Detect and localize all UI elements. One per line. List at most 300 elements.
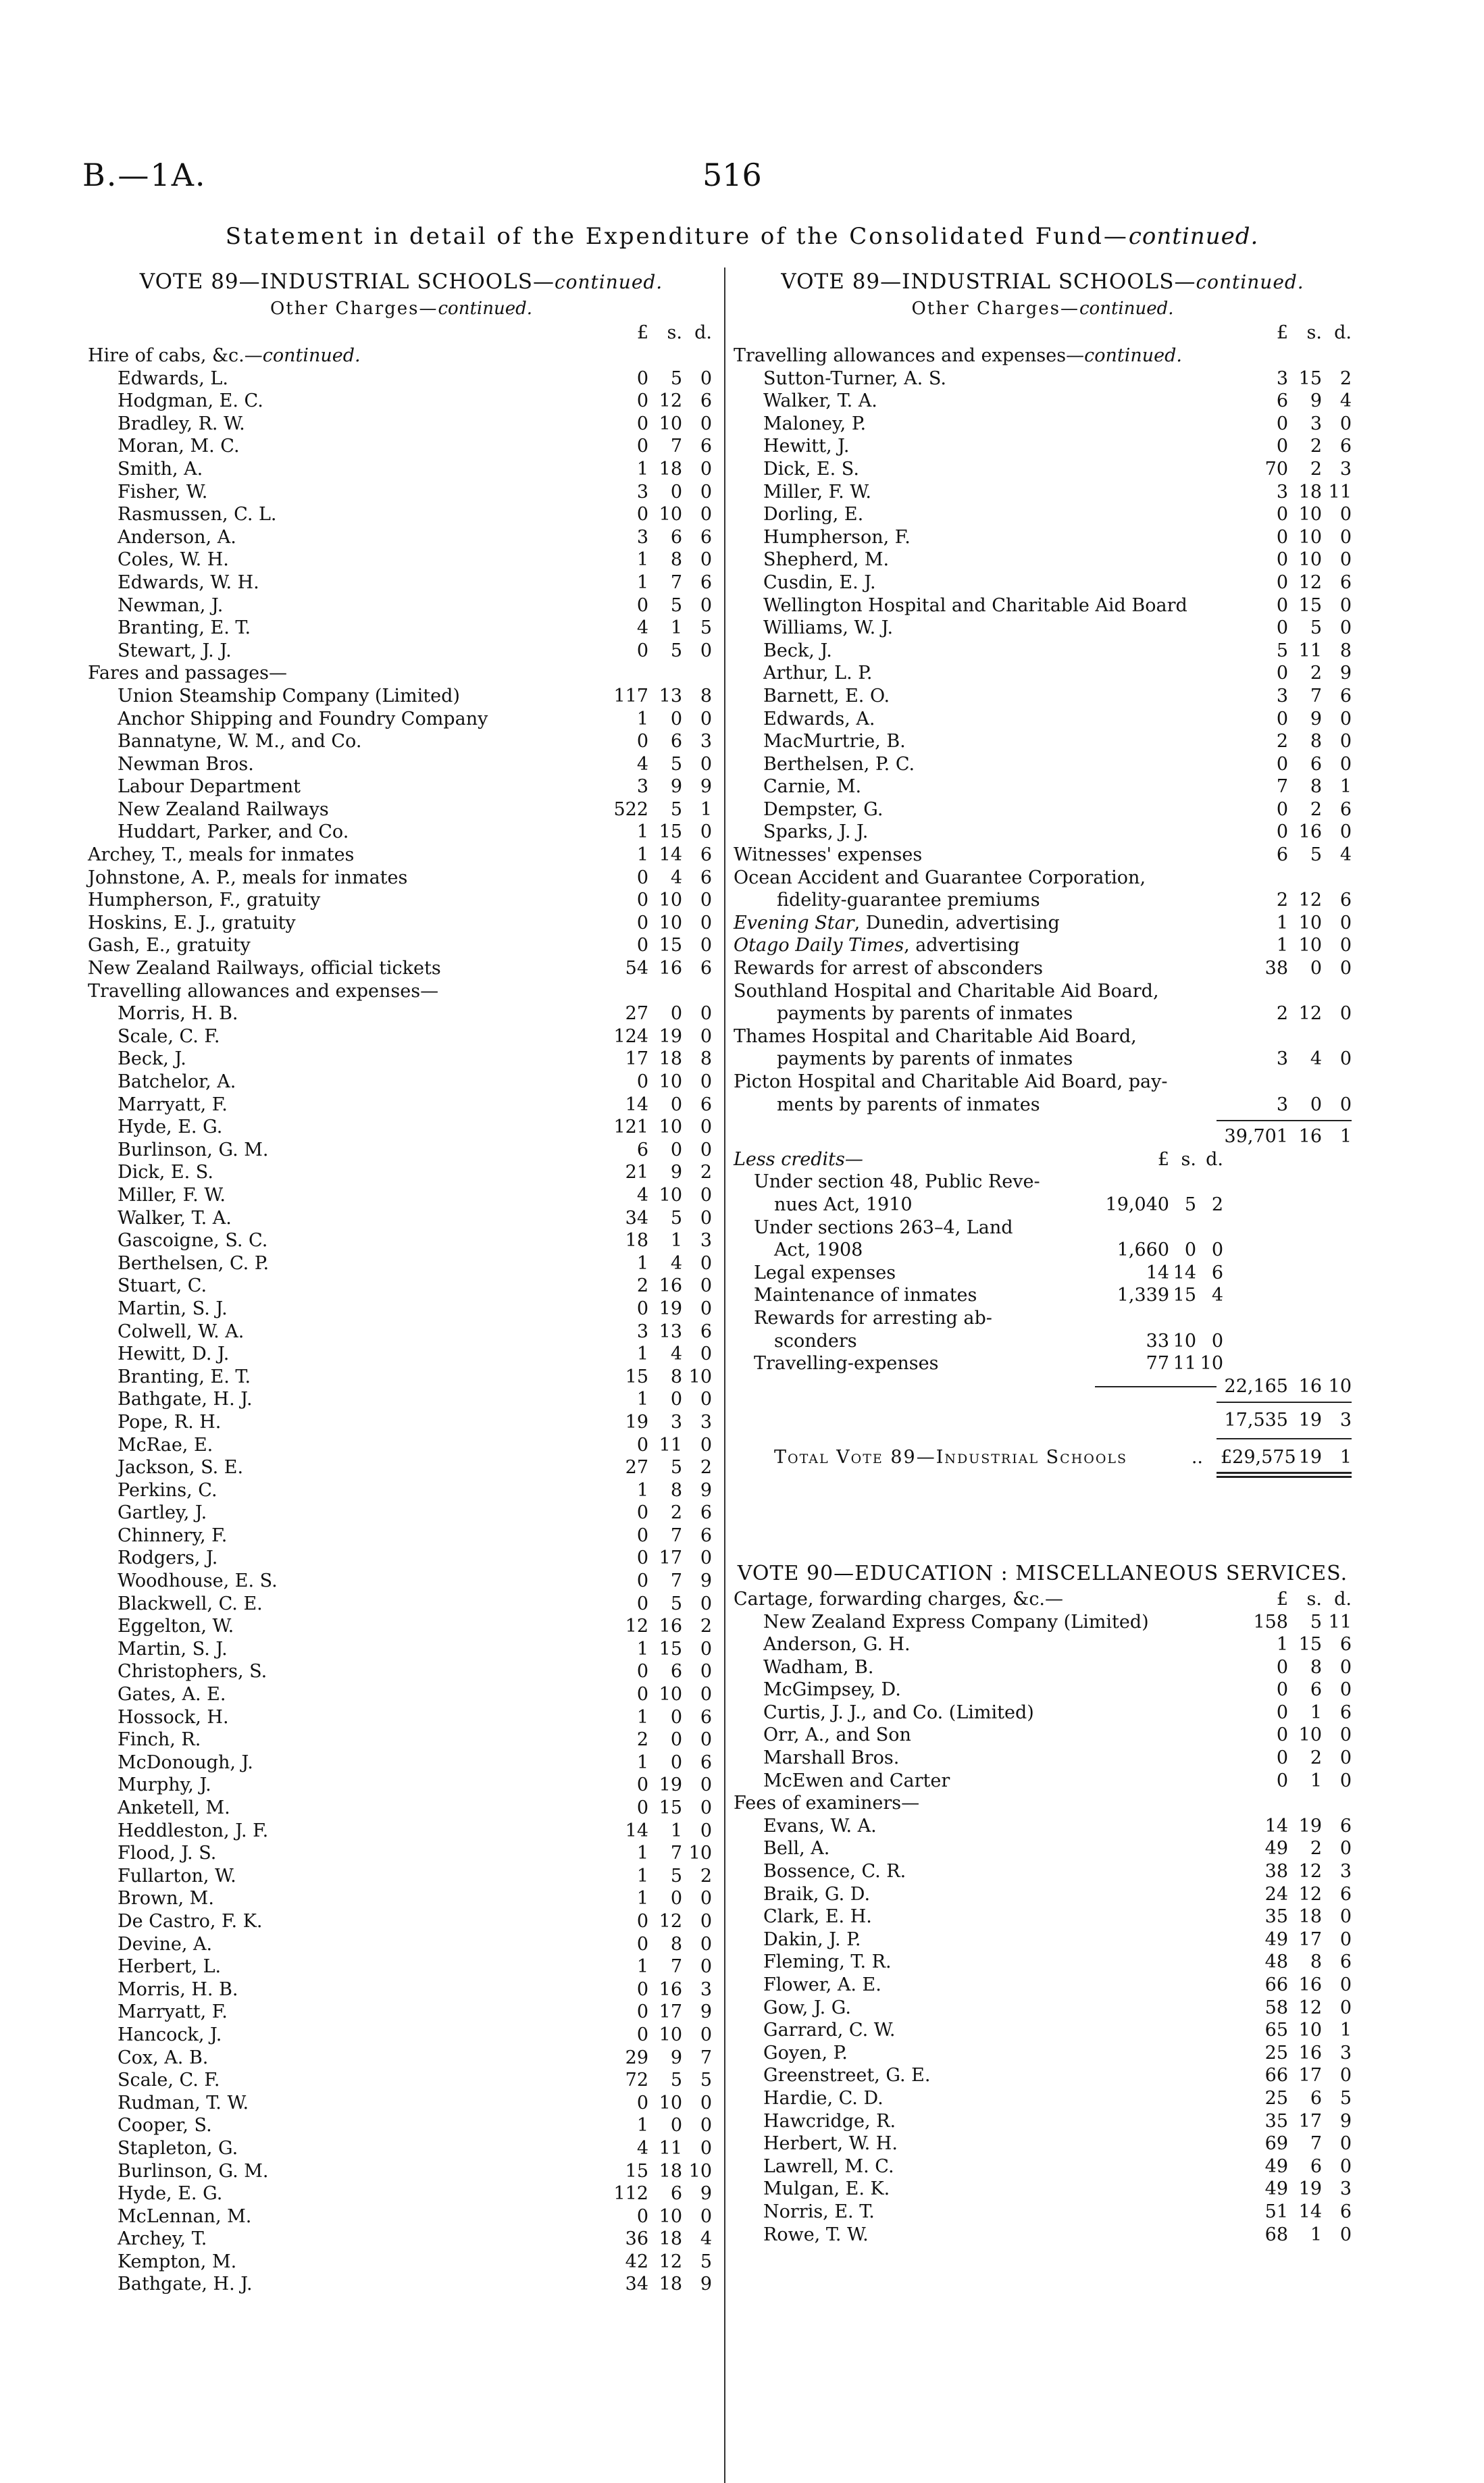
entry-label: Hire of cabs, &c.—continued. [88,345,361,366]
entry-pounds: 0 [636,1502,648,1524]
entry-pounds: 36 [625,2228,648,2250]
entry-pounds: 0 [636,1910,648,1932]
entry-pounds: 0 [636,1593,648,1614]
credit-pounds: 1,660 [1117,1239,1169,1261]
entry-row [88,1161,715,1184]
entry-pence: 0 [700,1434,712,1456]
entry-shillings: 18 [1298,1906,1322,1928]
entry-pence: 0 [1339,1906,1352,1928]
title-main: Statement in detail of the Expenditure of the Consolidated Fund— [225,223,1129,250]
entry-shillings: 15 [659,1797,682,1818]
entry-pence: 0 [1339,1003,1352,1025]
entry-pounds: 0 [636,640,648,661]
entry-shillings: 18 [659,2274,682,2295]
entry-row [88,413,715,436]
entry-pence: 0 [700,1684,712,1706]
entry-row [88,458,715,481]
entry-shillings: 17 [1298,1928,1322,1950]
entry-pounds: 38 [1264,958,1288,979]
credits-total-pounds: 22,165 [1224,1375,1288,1397]
entry-row [88,662,715,685]
entry-pounds: 4 [636,2137,648,2159]
entry-pence: 2 [700,1162,712,1183]
entry-shillings: 2 [1310,436,1322,457]
entry-pence: 0 [1339,594,1352,616]
entry-label: Bradley, R. W. [118,413,245,434]
entry-row [734,1951,1352,1974]
entry-shillings: 10 [659,413,682,434]
entry-label: Hewitt, D. J. [118,1343,230,1365]
entry-shillings: 6 [670,2183,682,2205]
entry-label: Heddleston, J. F. [118,1820,269,1841]
entry-row [88,934,715,957]
entry-row [734,526,1352,549]
entry-label: New Zealand Express Company (Limited) [763,1611,1149,1633]
entry-shillings: 15 [1298,594,1322,616]
entry-pounds: 49 [1264,1928,1288,1950]
entry-shillings: 1 [670,1820,682,1841]
entry-label: Lawrell, M. C. [763,2155,894,2177]
entry-row [88,1820,715,1843]
entry-row [734,2019,1352,2042]
entry-label: Miller, F. W. [763,481,871,503]
entry-pence: 6 [700,436,712,457]
entry-label: Barnett, E. O. [763,685,890,707]
entry-label: Stapleton, G. [118,2137,238,2159]
entry-row [88,1229,715,1252]
entry-label: Archey, T., meals for inmates [88,844,355,866]
entry-label: Smith, A. [118,458,203,480]
entry-shillings: 0 [670,1094,682,1115]
entry-shillings: 15 [659,1638,682,1660]
entry-pence: 3 [1339,2178,1352,2200]
entry-row [88,1411,715,1434]
entry-shillings: 15 [1298,1634,1322,1656]
entry-pounds: 0 [636,935,648,956]
entry-pence: 0 [1339,708,1352,729]
entry-row [88,1955,715,1978]
entry-shillings: 3 [670,1411,682,1433]
entry-pence: 6 [700,958,712,979]
entry-row [88,867,715,890]
entry-shillings: 5 [670,1865,682,1887]
entry-row [88,367,715,390]
entry-row [734,821,1352,844]
subheading-continued: continued. [438,299,533,319]
entry-shillings: 19 [659,1298,682,1319]
entry-pence: 0 [1339,1770,1352,1791]
entry-label: Williams, W. J. [763,617,894,639]
entry-shillings: 6 [670,526,682,548]
pence-header: d. [694,322,712,343]
entry-pounds: 0 [636,1547,648,1569]
entry-row [88,1139,715,1162]
vote-title: VOTE 89—INDUSTRIAL SCHOOLS— [781,270,1196,294]
entry-row [734,640,1352,663]
entry-pounds: 3 [636,526,648,548]
entry-shillings: 6 [1310,753,1322,775]
entry-pence: 6 [700,1502,712,1524]
entry-label: Travelling allowances and expenses—continued. [734,345,1182,366]
entry-pence: 9 [700,776,712,798]
entry-shillings: 7 [1310,2133,1322,2155]
entry-pence: 0 [1339,1679,1352,1701]
entry-pence: 0 [700,1593,712,1614]
entry-shillings: 5 [670,1593,682,1614]
net-shillings: 19 [1298,1410,1322,1431]
entry-label: payments by parents of inmates [777,1003,1073,1025]
entry-label: Garrard, C. W. [763,2020,896,2041]
entry-label: Evans, W. A. [763,1815,877,1837]
entry-pounds: 0 [1276,663,1288,684]
entry-row [734,1588,1352,1611]
entry-pounds: 0 [1276,413,1288,434]
entry-label: Picton Hospital and Charitable Aid Board, pay- [734,1071,1168,1092]
entry-pence: 6 [1339,890,1352,911]
credits-shillings-header: s. [1181,1148,1196,1170]
credit-label: Maintenance of inmates [754,1285,977,1306]
entry-shillings: 15 [659,821,682,843]
entry-pounds: 1 [636,1638,648,1660]
entry-label: Fares and passages— [88,663,287,684]
entry-label: Finch, R. [118,1729,201,1751]
entry-label: Miller, F. W. [118,1184,226,1206]
entry-label: Kempton, M. [118,2251,237,2272]
double-rule-bottom [1217,1476,1352,1478]
entry-row [88,1525,715,1547]
entry-row [734,1048,1352,1071]
entry-pence: 3 [700,1978,712,2000]
total-rule-row [734,1434,1352,1446]
entry-pence: 11 [1328,1611,1352,1633]
entry-pounds: 2 [636,1729,648,1751]
entry-pence: 1 [700,798,712,820]
entry-pence: 0 [700,1207,712,1229]
entry-pence: 0 [700,367,712,389]
entry-label: Carnie, M. [763,776,862,798]
entry-pence: 0 [700,1933,712,1955]
entry-label: ments by parents of inmates [777,1094,1040,1115]
entry-pounds: 0 [1276,753,1288,775]
entry-label: Marshall Bros. [763,1747,900,1769]
entry-label: Edwards, L. [118,367,228,389]
entry-row [734,481,1352,504]
entry-label: Stewart, J. J. [118,640,232,661]
entry-pounds: 14 [625,1094,648,1115]
entry-pence: 0 [1339,753,1352,775]
entry-pence: 0 [1339,2065,1352,2087]
entry-row [88,503,715,526]
entry-pence: 6 [1339,1815,1352,1837]
entry-row [88,2205,715,2228]
entry-pounds: 19 [625,1411,648,1433]
entry-label: Humpherson, F. [763,526,911,548]
entry-row [88,1275,715,1298]
entry-label: Union Steamship Company (Limited) [118,685,460,707]
entry-label: Dakin, J. P. [763,1928,861,1950]
entry-pounds: 0 [636,390,648,412]
entry-pence: 6 [700,867,712,888]
credits-total-pence: 10 [1328,1375,1352,1397]
entry-row [734,867,1352,890]
entry-row [734,1905,1352,1928]
entry-pence: 11 [1328,481,1352,503]
entry-row [88,1797,715,1820]
entry-shillings: 5 [670,594,682,616]
entry-row [734,367,1352,390]
entry-label: Bossence, C. R. [763,1861,906,1883]
entry-label: Gow, J. G. [763,1997,851,2018]
entry-label: Rasmussen, C. L. [118,504,277,526]
entry-label: New Zealand Railways [118,798,329,820]
entry-row [88,1706,715,1729]
entry-row [88,1638,715,1661]
entry-pounds: 0 [636,1298,648,1319]
entry-row [734,2132,1352,2155]
credit-label: sconders [774,1330,857,1352]
entry-pence: 6 [1339,436,1352,457]
entry-shillings: 9 [670,1162,682,1183]
entry-row [88,1751,715,1774]
entry-pounds: 112 [613,2183,648,2205]
entry-row [88,889,715,912]
entry-shillings: 2 [1310,663,1322,684]
entry-pence: 9 [1339,2110,1352,2132]
credit-row [734,1307,1352,1330]
entry-pence: 6 [700,1525,712,1546]
entry-shillings: 12 [659,1910,682,1932]
entry-pence: 0 [700,1343,712,1365]
entry-label: Hawcridge, R. [763,2110,896,2132]
entry-row [734,1974,1352,1997]
entry-pence: 0 [700,821,712,843]
statement-title [0,223,1484,250]
entry-pounds: 1 [636,1252,648,1274]
entry-label: Beck, J. [763,640,832,661]
entry-pounds: 0 [1276,526,1288,548]
entry-row [88,2001,715,2024]
entry-label: Anderson, A. [118,526,236,548]
entry-shillings: 18 [1298,481,1322,503]
entry-row [734,2155,1352,2178]
entry-pence: 5 [700,2251,712,2272]
entry-label: Norris, E. T. [763,2201,875,2222]
entry-pence: 0 [700,504,712,526]
entry-pounds: 1 [1276,912,1288,933]
entry-label: Branting, E. T. [118,1366,251,1387]
entry-row [734,617,1352,640]
shillings-header: s. [667,322,682,343]
entry-pounds: 14 [1264,1815,1288,1837]
entry-pounds: 0 [636,594,648,616]
entry-pounds: 1 [636,1389,648,1410]
entry-label: Maloney, P. [763,413,867,434]
entry-row [88,1729,715,1751]
entry-pounds: 17 [625,1048,648,1070]
entry-row [88,344,715,367]
entry-row [88,1502,715,1525]
entry-shillings: 17 [659,1547,682,1569]
entry-pounds: 1 [636,571,648,593]
entry-row [734,1792,1352,1815]
entry-label: Eggelton, W. [118,1616,234,1637]
entry-shillings: 2 [670,1502,682,1524]
entry-pounds: 2 [1276,1003,1288,1025]
entry-row [88,617,715,640]
entry-row [734,458,1352,481]
entry-row [734,1724,1352,1747]
entry-label: Martin, S. J. [118,1298,228,1319]
entry-pence: 0 [1339,526,1352,548]
entry-shillings: 5 [670,1207,682,1229]
entry-label: Brown, M. [118,1888,214,1910]
entry-label: Burlinson, G. M. [118,1139,269,1160]
entry-pounds: 6 [636,1139,648,1160]
credit-row [734,1194,1352,1217]
entry-shillings: 5 [1310,617,1322,639]
entry-label: Otago Daily Times, advertising [734,935,1020,956]
entry-shillings: 8 [1310,1656,1322,1678]
credit-row [734,1330,1352,1353]
entry-pence: 0 [1339,1656,1352,1678]
entry-shillings: 16 [659,1616,682,1637]
entry-pence: 0 [700,481,712,503]
credit-row [734,1239,1352,1262]
entry-pence: 9 [700,2274,712,2295]
net-pence: 3 [1339,1410,1352,1431]
entry-shillings: 12 [1298,1997,1322,2018]
entry-pounds: 0 [1276,1656,1288,1678]
entry-shillings: 2 [1310,1838,1322,1860]
entry-pounds: 1 [636,1706,648,1728]
entry-pounds: 0 [1276,504,1288,526]
entry-pounds: 0 [1276,436,1288,457]
entry-shillings: 7 [670,1956,682,1978]
credits-pence-header: d. [1206,1148,1223,1170]
entry-pence: 0 [1339,1724,1352,1746]
entry-pence: 0 [700,2024,712,2045]
entry-shillings: 7 [670,436,682,457]
entry-row [88,685,715,708]
entry-shillings: 2 [1310,1747,1322,1769]
other-charges-subheading [88,296,715,322]
entry-row [88,1479,715,1502]
entry-shillings: 9 [1310,708,1322,729]
entry-pence: 0 [700,413,712,434]
entry-row [734,1747,1352,1770]
entry-shillings: 6 [1310,2087,1322,2109]
credit-pence: 4 [1211,1285,1223,1306]
vote-90-entries [734,1588,1352,2246]
entry-shillings: 16 [659,958,682,979]
entry-pounds: 69 [1264,2133,1288,2155]
credit-label: Act, 1908 [774,1239,863,1261]
entry-label: Dick, E. S. [763,458,859,480]
entry-pounds: 0 [1276,594,1288,616]
entry-row [734,1997,1352,2020]
entry-shillings: 12 [659,390,682,412]
entry-pence: 3 [1339,458,1352,480]
entry-pence: d. [1334,1588,1352,1610]
right-entries [734,344,1352,1116]
entry-row [734,1770,1352,1793]
entry-shillings: 12 [1298,1003,1322,1025]
entry-pounds: 0 [636,912,648,933]
entry-pounds: 24 [1264,1883,1288,1905]
entry-row [88,1116,715,1139]
entry-row [734,1094,1352,1117]
entry-label: Bannatyne, W. M., and Co. [118,731,362,752]
entry-pence: 6 [700,1094,712,1115]
entry-shillings: 17 [659,2001,682,2023]
entry-shillings: 18 [659,1048,682,1070]
entry-shillings: 10 [1298,912,1322,933]
entry-label: Labour Department [118,776,301,798]
entry-label: Clark, E. H. [763,1906,872,1928]
entry-label: Morris, H. B. [118,1978,238,2000]
entry-label: Walker, T. A. [118,1207,232,1229]
entry-row [734,753,1352,776]
entry-pounds: 4 [636,617,648,639]
entry-pounds: 35 [1264,2110,1288,2132]
entry-label: Huddart, Parker, and Co. [118,821,349,843]
entry-pounds: 1 [636,1343,648,1365]
entry-pence: 9 [700,2183,712,2205]
credit-label: Travelling-expenses [754,1353,939,1375]
entry-pence: 6 [1339,1634,1352,1656]
entry-pence: 10 [688,2160,712,2182]
entry-label: Anketell, M. [118,1797,230,1818]
entry-label: Thames Hospital and Charitable Aid Board, [734,1025,1137,1047]
entry-pence: 0 [1339,2155,1352,2177]
entry-label: Southland Hospital and Charitable Aid Board, [734,980,1159,1002]
entry-pence: 9 [700,2001,712,2023]
credit-label: Legal expenses [754,1262,896,1283]
entry-pence: 0 [700,1003,712,1025]
entry-shillings: 4 [670,1252,682,1274]
entry-row [734,2201,1352,2224]
credit-label: Rewards for arresting ab- [754,1307,992,1329]
entry-row [88,435,715,458]
entry-row [88,708,715,731]
entry-pence: 4 [1339,844,1352,866]
entry-pence: 0 [700,1139,712,1160]
entry-pounds: 38 [1264,1861,1288,1883]
entry-shillings: 15 [1298,367,1322,389]
entry-shillings: 17 [1298,2110,1322,2132]
entry-shillings: 10 [659,1184,682,1206]
entry-pounds: 1 [636,1888,648,1910]
entry-row [734,1679,1352,1701]
entry-pence: 0 [700,1117,712,1138]
entry-row [734,798,1352,821]
entry-label: Edwards, A. [763,708,875,729]
page-number: 516 [702,157,762,193]
entry-shillings: 10 [1298,1724,1322,1746]
vote-89-total-row [734,1446,1352,1469]
vote-title: VOTE 89—INDUSTRIAL SCHOOLS— [139,270,555,294]
entry-label: Wellington Hospital and Charitable Aid Board [763,594,1187,616]
subtotal-rule [1217,1120,1352,1121]
entry-pounds: 5 [1276,640,1288,661]
net-row [734,1407,1352,1434]
entry-shillings: 7 [1310,685,1322,707]
subtotal-row [734,1125,1352,1148]
entry-pounds: 7 [1276,776,1288,798]
entry-shillings: 6 [670,1661,682,1683]
entry-label: Gartley, J. [118,1502,207,1524]
entry-pounds: £ [1276,1588,1288,1610]
